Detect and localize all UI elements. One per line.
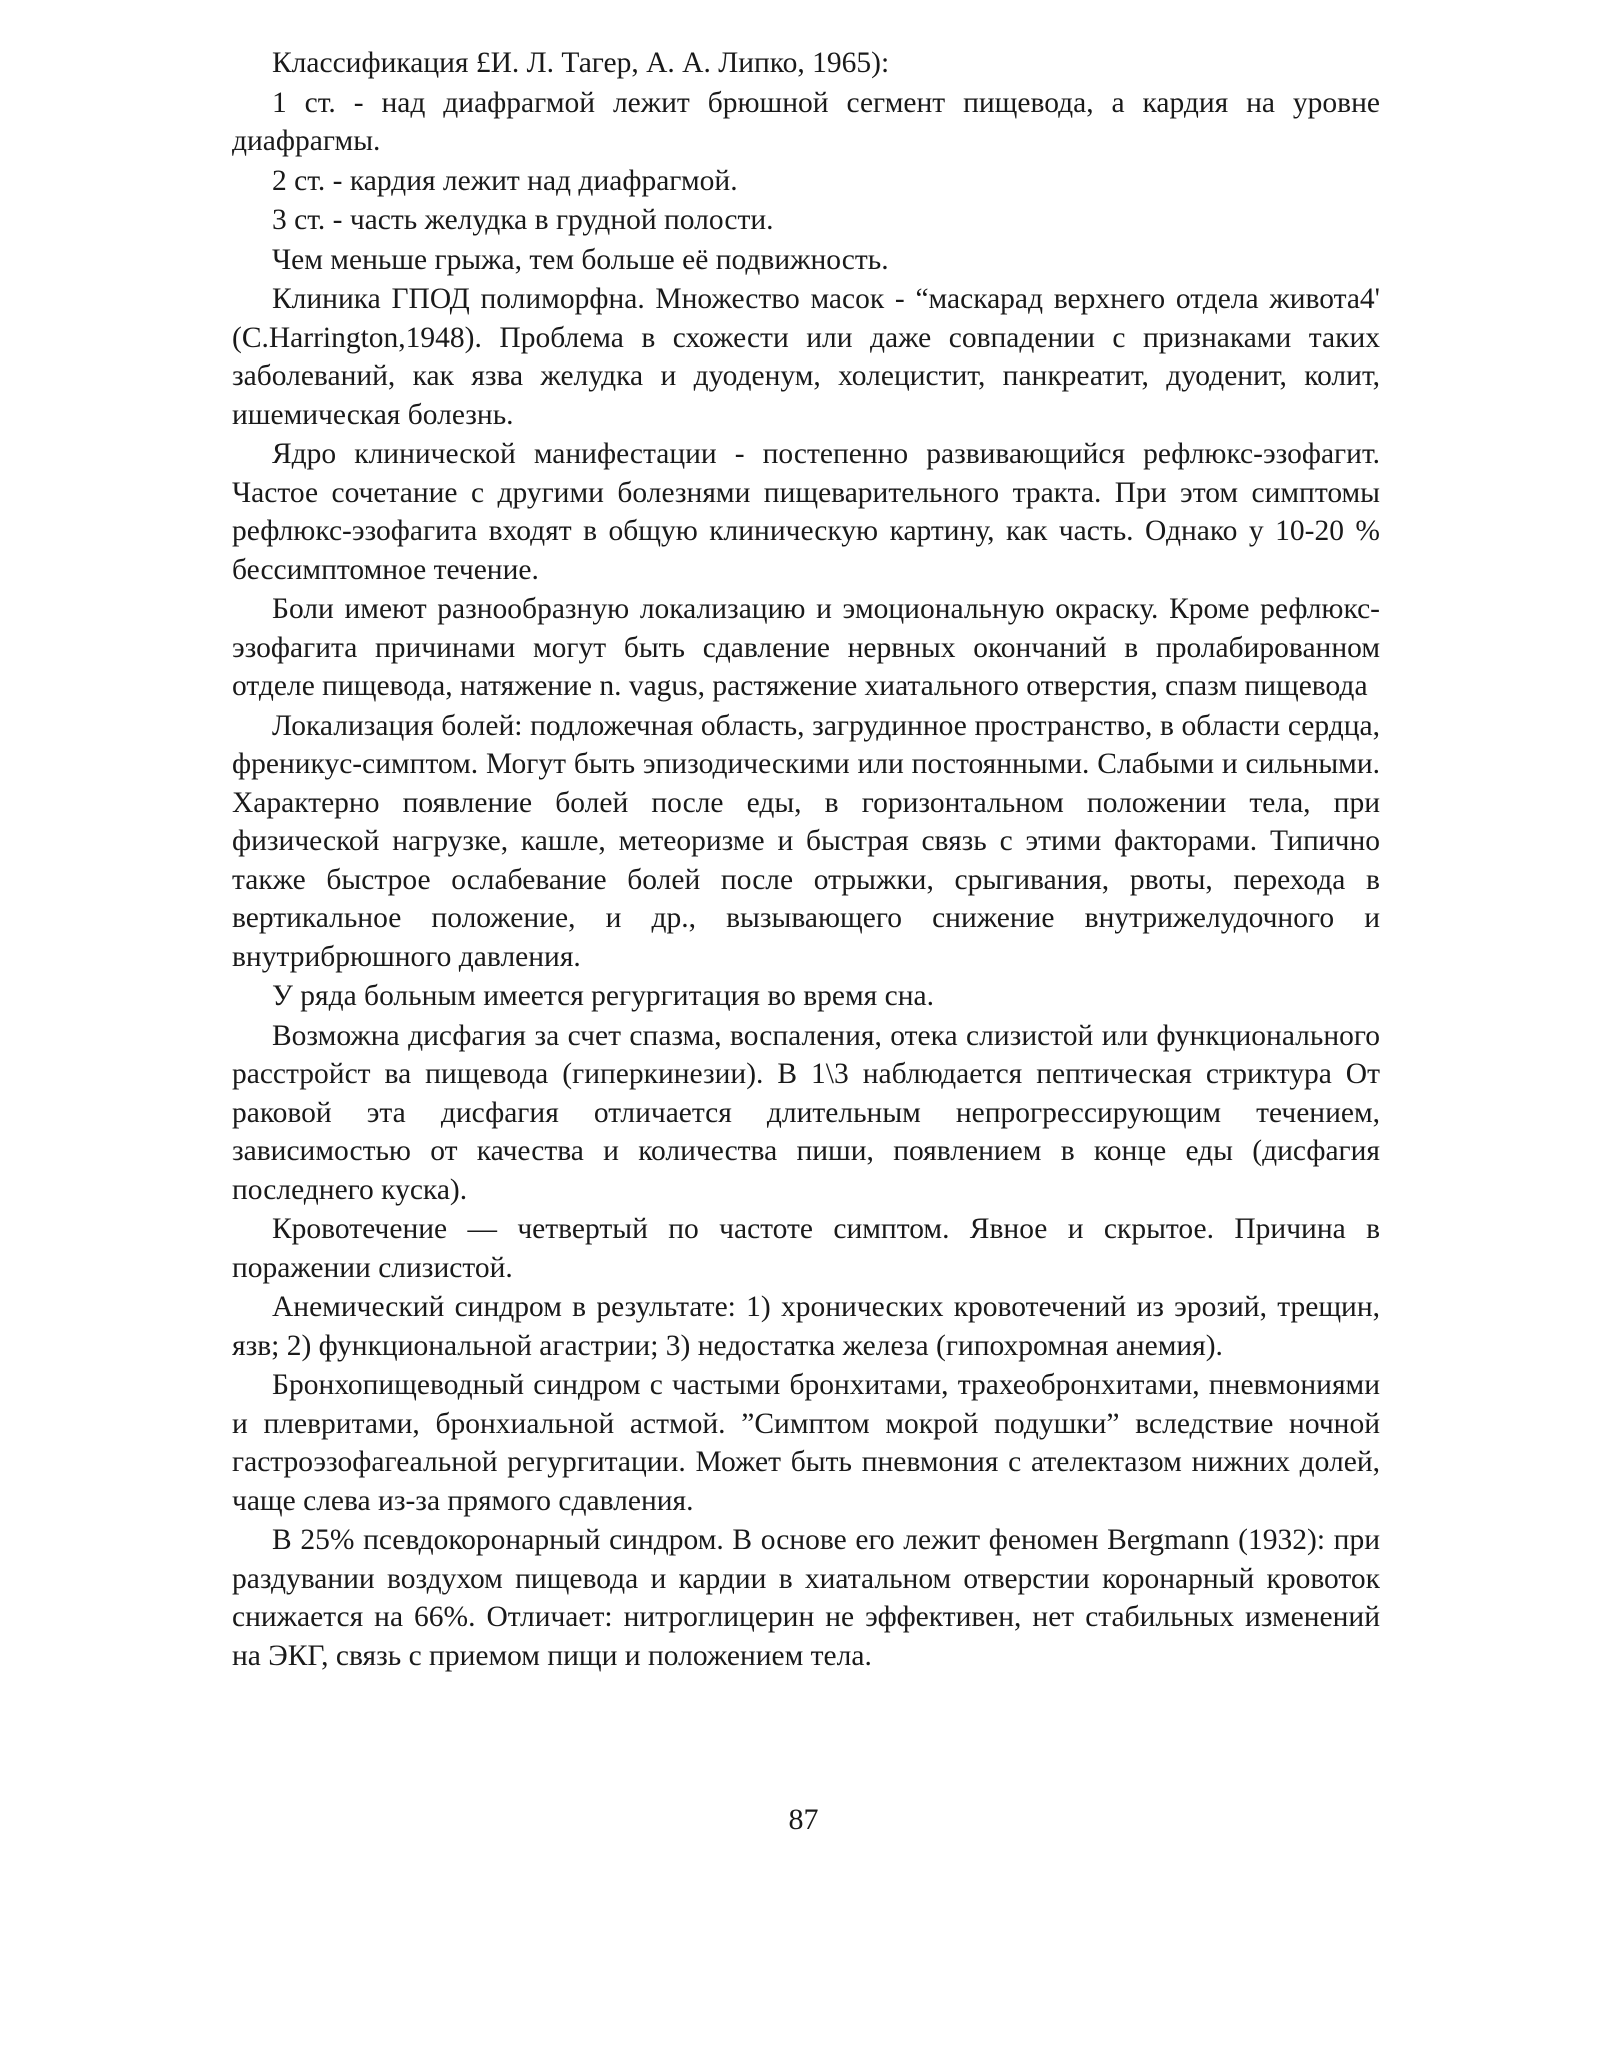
paragraph-hernia-mobility: Чем меньше грыжа, тем больше её подвижность. bbox=[272, 243, 889, 276]
paragraph-bronchoesophageal: Бронхопищеводный синдром с частыми бронхитами, трахеобронхитами, пневмониями и плевритами, бронхиальной астмой. ”Симптом мокрой подушки” вследствие ночной гастроэзофагеальной регургитации. Может быть пневмония с ателектазом нижних долей, чаще слева из-за прямого сдавления. bbox=[232, 1369, 1380, 1517]
paragraph-clinic: Клиника ГПОД полиморфна. Множество масок - “маскарад верхнего отдела живота4' (C.Harrington,1948). Проблема в схожести или даже совпадении с признаками таких заболеваний, как язва желудка и дуоденум, холецистит, панкреатит, дуоденит, колит, ишемическая болезнь. bbox=[232, 283, 1380, 431]
paragraph-dysphagia: Возможна дисфагия за счет спазма, воспаления, отека слизистой или функционального расстройст ва пищевода (гиперкинезии). В 1\3 наблюдается пептическая стриктура От раковой эта дисфагия отличается длительным непрогрессирующим течением, зависимостью от качества и количества пиши, появлением в конце еды (дисфагия последнего куска). bbox=[232, 1019, 1380, 1206]
paragraph-pseudocoronary: В 25% псевдокоронарный синдром. В основе его лежит феномен Bergmann (1932): при раздувании воздухом пищевода и кардии в хиатальном отверстии коронарный кровоток снижается на 66%. Отличает: нитроглицерин не эффективен, нет стабильных изменений на ЭКГ, связь с приемом пищи и положением тела. bbox=[232, 1524, 1380, 1672]
paragraph-stage-2: 2 ст. - кардия лежит над диафрагмой. bbox=[272, 164, 738, 197]
page-number: 87 bbox=[788, 1803, 819, 1836]
body-text bbox=[232, 44, 1380, 1676]
paragraph-stage-1: 1 ст. - над диафрагмой лежит брюшной сегмент пищевода, а кардия на уровне диафрагмы. bbox=[232, 86, 1380, 157]
paragraph-pain-localization: Локализация болей: подложечная область, загрудинное пространство, в области сердца, френикус-симптом. Могут быть эпизодическими или постоянными. Слабыми и сильными. Характерно появление болей после еды, в горизонтальном положении тела, при физической нагрузке, кашле, метеоризме и быстрая связь с этими факторами. Типично также быстрое ослабевание болей после отрыжки, срыгивания, рвоты, перехода в вертикальное положение, и др., вызывающего снижение внутрижелудочного и внутрибрюшного давления. bbox=[232, 709, 1380, 973]
paragraph-stage-3: 3 ст. - часть желудка в грудной полости. bbox=[272, 204, 774, 236]
paragraph-anemia: Анемический синдром в результате: 1) хронических кровотечений из эрозий, трещин, язв; 2) функциональной агастрии; 3) недостатка железа (гипохромная анемия). bbox=[232, 1291, 1380, 1362]
paragraph-bleeding: Кровотечение — четвертый по частоте симптом. Явное и скрытое. Причина в поражении слизистой. bbox=[232, 1213, 1380, 1284]
paragraph-pain: Боли имеют разнообразную локализацию и эмоциональную окраску. Кроме рефлюкс-эзофагита причинами могут быть сдавление нервных окончаний в пролабированном отделе пищевода, натяжение n. vagus, растяжение хиатального отверстия, спазм пищевода bbox=[232, 593, 1380, 702]
paragraph-regurgitation: У ряда больным имеется регургитация во время сна. bbox=[272, 980, 934, 1012]
paragraph-classification-title: Классификация £И. Л. Тагер, А. А. Липко, 1965): bbox=[272, 47, 890, 79]
paragraph-reflux-core: Ядро клинической манифестации - постепенно развивающийся рефлюкс-эзофагит. Частое сочетание с другими болезнями пищеварительного тракта. При этом симптомы рефлюкс-эзофагита входят в общую клиническую картину, как часть. Однако у 10-20 % бессимптомное течение. bbox=[232, 438, 1380, 586]
